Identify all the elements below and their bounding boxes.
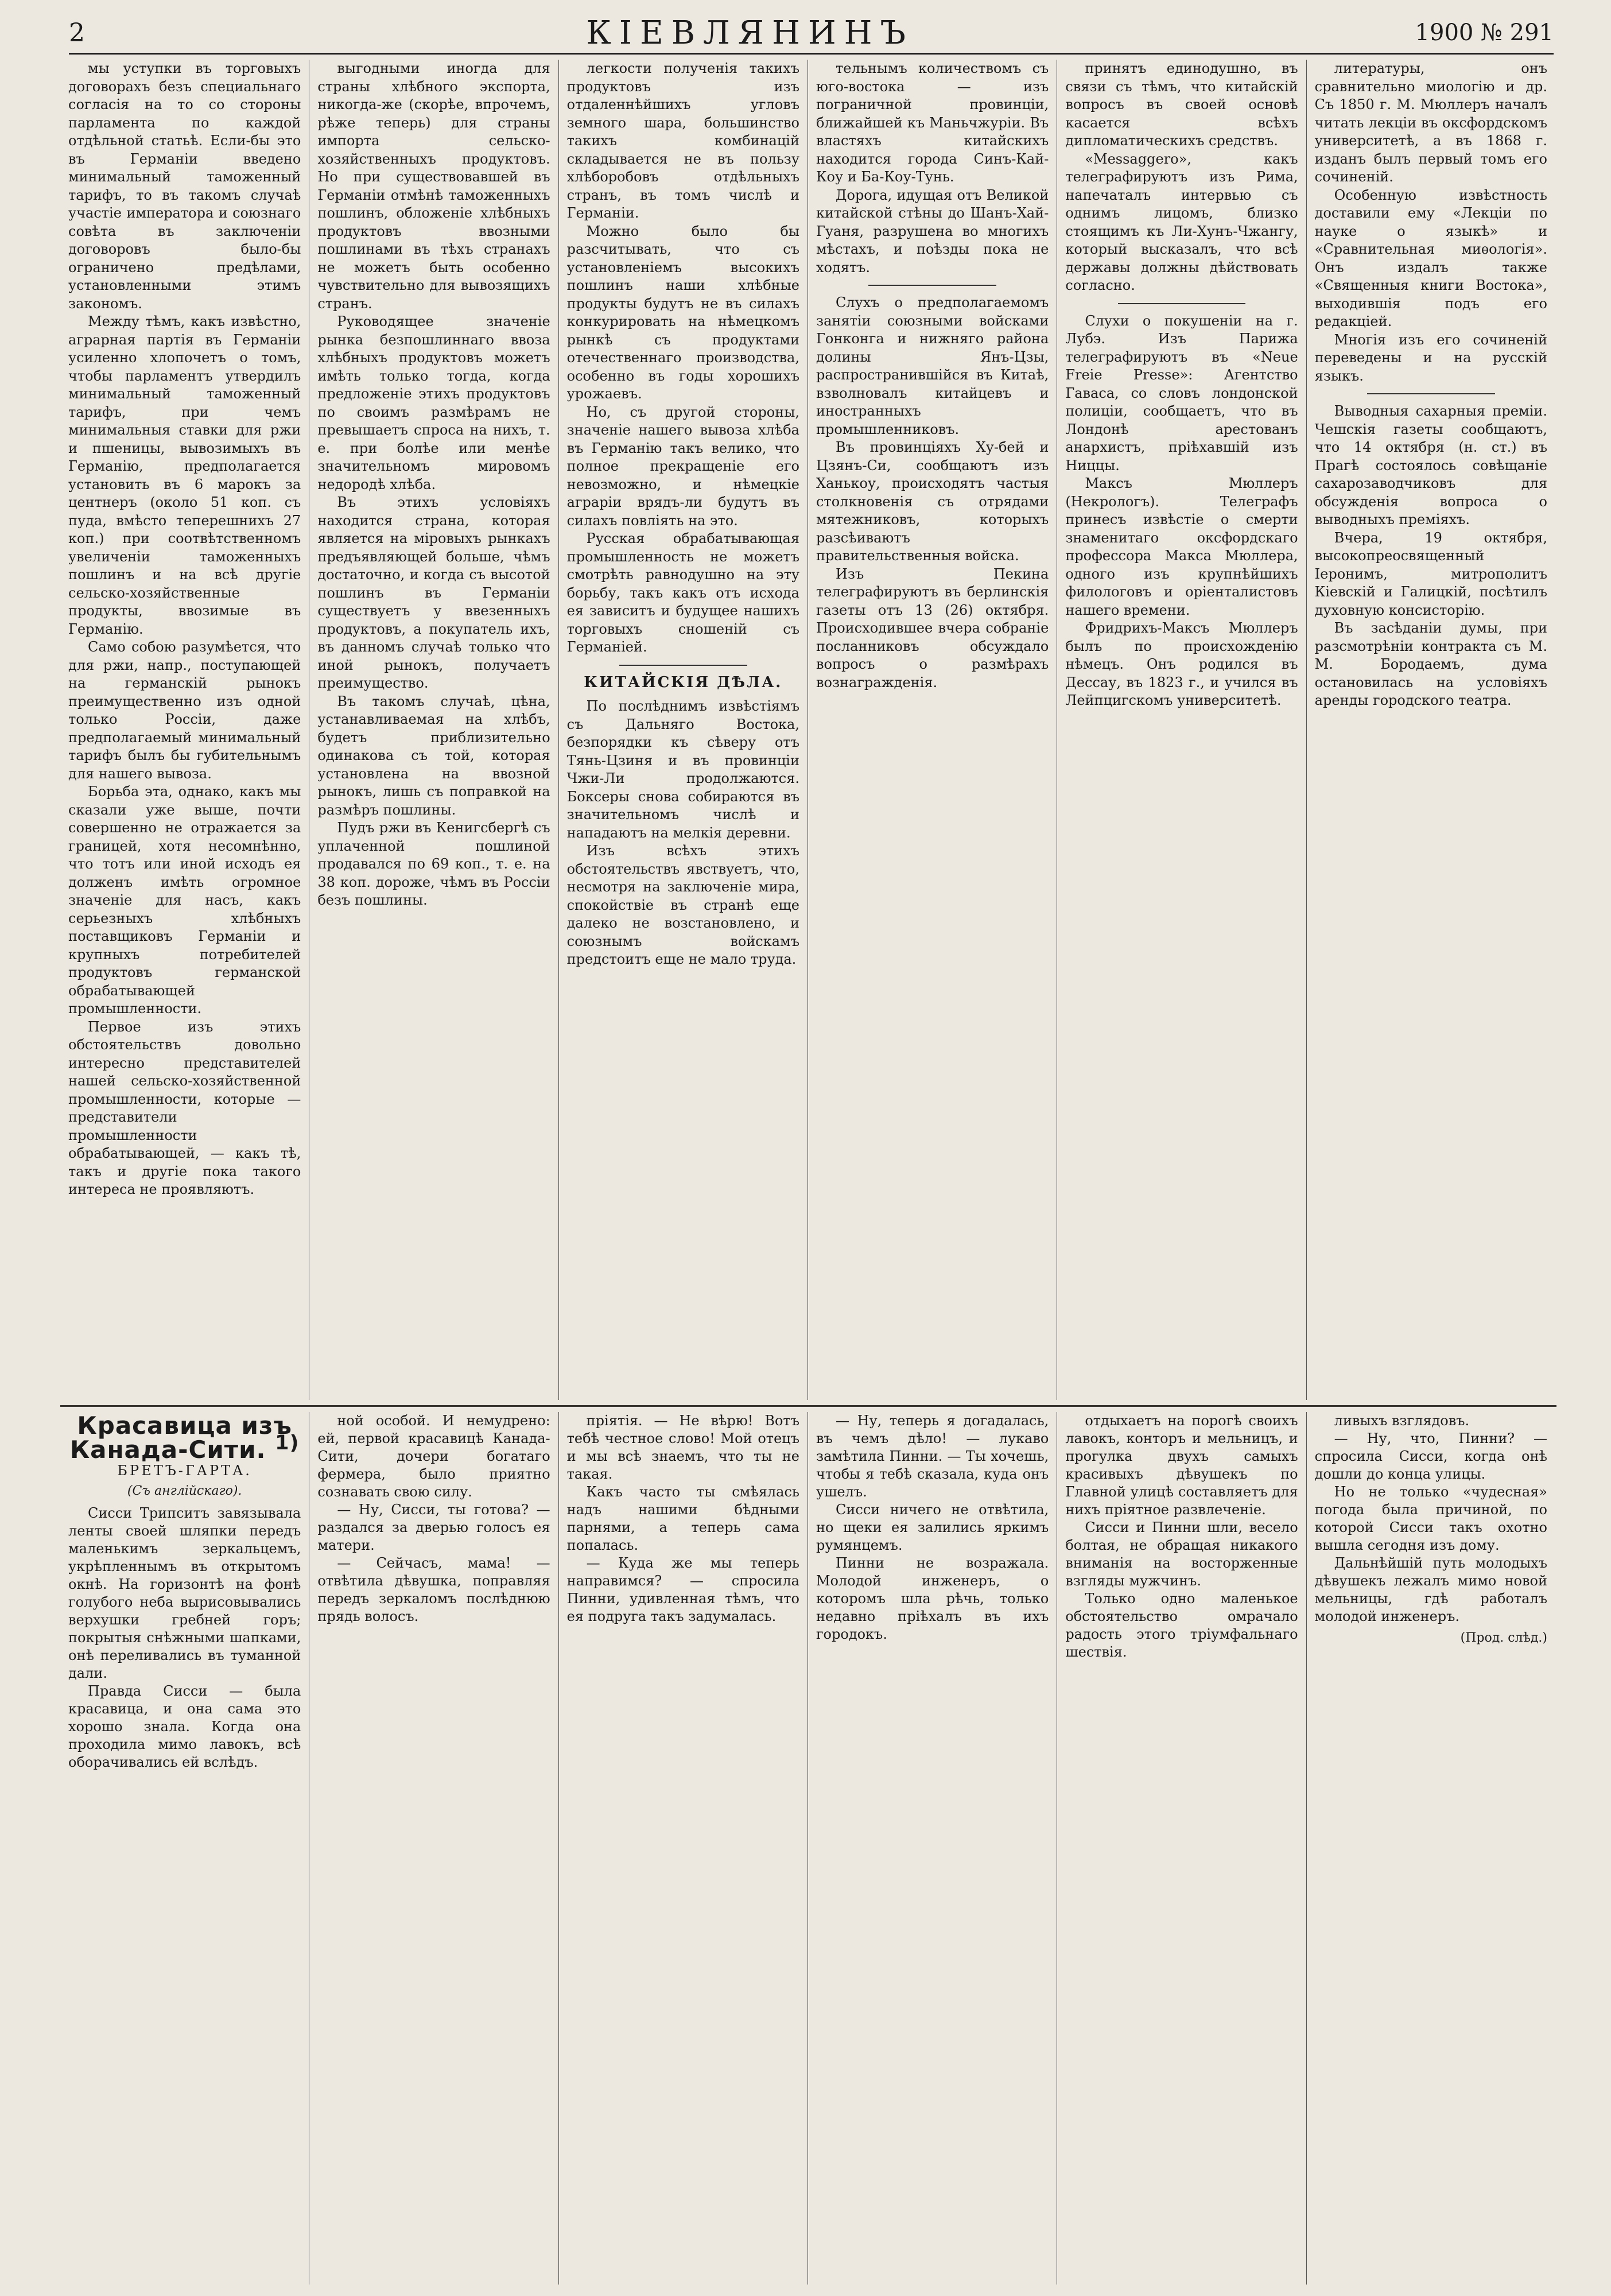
column-3 [558,60,808,1400]
issue-number: 1900 № 291 [1415,20,1554,46]
paragraph: пріятія. — Не вѣрю! Вотъ тебѣ честное слово! Мой отецъ и мы всѣ знаемъ, что ты не такая. [566,1413,799,1482]
paragraph: тельнымъ количествомъ съ юго-востока — изъ пограничной провинціи, ближайшей къ Маньчжуріи. Въ властяхъ китайскихъ находится города Синъ-Кай-Коу и Ба-Коу-Тунь. [816,60,1049,185]
feuilleton-title [68,1412,301,1464]
feuilleton-column-2 [309,1412,558,2285]
paragraph: Пинни не возражала. Молодой инженеръ, о которомъ шла рѣчь, только недавно пріѣхалъ въ ихъ городокъ. [816,1555,1049,1642]
divider [868,285,996,286]
feuilleton-column-4 [808,1412,1057,2285]
feuilleton-title-text: Красавица изъ Канада-Сити. [69,1412,292,1464]
column-5 [1057,60,1306,1400]
paragraph: Только одно маленькое обстоятельство омрачало радость этого тріумфальнаго шествія. [1065,1591,1298,1660]
column-6 [1306,60,1555,1400]
paragraph: Но, съ другой стороны, значеніе нашего вывоза хлѣба въ Германію такъ велико, что полное прекращеніе его невозможно, и нѣмецкіе аграріи врядъ-ли будутъ въ силахъ повліять на это. [566,404,799,529]
page-number: 2 [69,18,85,48]
divider [1367,393,1495,394]
paragraph: Сисси и Пинни шли, весело болтая, не обращая никакого вниманія на восторженные взгляды мужчинъ. [1065,1519,1298,1589]
page-header [69,13,1554,55]
paragraph: Но не только «чудесная» погода была причиной, по которой Сисси такъ охотно вышла сегодня изъ дому. [1314,1484,1547,1553]
paragraph: Правда Сисси — была красавица, и она сама это хорошо знала. Когда она проходила мимо лавокъ, всѣ оборачивались ей вслѣдъ. [68,1683,301,1770]
footnote-mark: 1) [275,1432,300,1455]
paragraph: Сисси ничего не отвѣтила, но щеки ея залились яркимъ румянцемъ. [816,1502,1049,1553]
paragraph: Максъ Мюллеръ (Некрологъ). Телеграфъ принесъ извѣстіе о смерти знаменитаго оксфордскаго профессора Макса Мюллера, одного изъ крупнѣйшихъ филологовъ и оріенталистовъ нашего времени. [1065,475,1298,618]
column-4 [808,60,1057,1400]
paragraph: Изъ Пекина телеграфируютъ въ берлинскія газеты отъ 13 (26) октября. Происходившее вчера собраніе посланниковъ обсуждало вопросъ о размѣрахъ вознагражденія. [816,565,1049,691]
feuilleton-column-5 [1057,1412,1306,2285]
paragraph: Вчера, 19 октября, высокопреосвященный Іеронимъ, митрополитъ Кіевскій и Галицкій, посѣтилъ духовную консисторію. [1314,529,1547,618]
feuilleton-divider [60,1405,1556,1407]
paragraph: — Ну, Сисси, ты готова? — раздался за дверью голосъ ея матери. [317,1502,550,1553]
feuilleton-author: БРЕТЪ-ГАРТА. [117,1463,252,1479]
divider [619,665,747,666]
section-heading: КИТАЙСКІЯ ДѢЛА. [584,673,783,691]
divider [1118,303,1246,304]
paragraph: Фридрихъ-Максъ Мюллеръ былъ по происхожденію нѣмецъ. Онъ родился въ Дессау, въ 1823 г., и учился въ Лейпцигскомъ университетѣ. [1065,620,1298,708]
paragraph: Борьба эта, однако, какъ мы сказали уже выше, почти совершенно не отражается за границей, хотя несомнѣнно, что тотъ или иной исходъ ея долженъ имѣть огромное значеніе для насъ, какъ серьезныхъ хлѣбныхъ поставщиковъ Германіи и крупныхъ потребителей продуктовъ германской обрабатывающей промышленности. [68,784,301,1017]
paragraph: Руководящее значеніе рынка безпошлиннаго ввоза хлѣбныхъ продуктовъ можетъ имѣть только тогда, когда предложеніе этихъ продуктовъ по своимъ размѣрамъ не превышаетъ спроса на нихъ, т. е. при болѣе или менѣе значительномъ мировомъ недородѣ хлѣба. [317,313,550,492]
paragraph: Первое изъ этихъ обстоятельствъ довольно интересно представителей нашей сельско-хозяйственной промышленности, которые — представители промышленности обрабатывающей, — какъ тѣ, такъ и другіе пока такого интереса не проявляютъ. [68,1018,301,1197]
paragraph: Само собою разумѣется, что для ржи, напр., поступающей на германскій рынокъ преимущественно изъ одной только Россіи, даже предполагаемый минимальный тарифъ былъ бы губительнымъ для нашего вывоза. [68,639,301,782]
paragraph: Въ такомъ случаѣ, цѣна, устанавливаемая на хлѣбъ, будетъ приблизительно одинакова съ той, которая установлена на ввозной рынокъ, лишь съ поправкой на размѣръ пошлины. [317,693,550,818]
paragraph: Изъ всѣхъ этихъ обстоятельствъ явствуетъ, что, несмотря на заключеніе мира, спокойствіе въ странѣ еще далеко не возстановлено, и союзнымъ войскамъ предстоитъ еще не мало труда. [566,843,799,967]
paragraph: Русская обрабатывающая промышленность не можетъ смотрѣть равнодушно на эту борьбу, такъ какъ отъ исхода ея зависитъ и будущее нашихъ торговыхъ сношеній съ Германіей. [566,530,799,655]
paragraph: принятъ единодушно, въ связи съ тѣмъ, что китайскій вопросъ въ своей основѣ касается всѣхъ дипломатическихъ средствъ. [1065,60,1298,149]
paragraph: — Ну, теперь я догадалась, въ чемъ дѣло! — лукаво замѣтила Пинни. — Ты хочешь, чтобы я тебѣ сказала, куда онъ ушелъ. [816,1413,1049,1500]
column-2 [309,60,558,1400]
paragraph: литературы, онъ сравнительно миологію и др. Съ 1850 г. М. Мюллеръ началъ читать лекціи въ оксфордскомъ университетѣ, а въ 1868 г. изданъ былъ первый томъ его сочиненій. [1314,60,1547,185]
column-1 [60,60,309,1400]
paragraph: Можно было бы разсчитывать, что съ установленіемъ высокихъ пошлинъ наши хлѣбные продукты будутъ не въ силахъ конкурировать на нѣмецкомъ рынкѣ съ продуктами отечественнаго производства, особенно въ годы хорошихъ урожаевъ. [566,223,799,402]
feuilleton-translation-note: (Съ англійскаго). [127,1484,242,1498]
paragraph: выгодными иногда для страны хлѣбного экспорта, никогда-же (скорѣе, впрочемъ, рѣже теперь) для страны импорта сельско-хозяйственныхъ продуктовъ. Но при существовавшей въ Германіи отмѣнѣ таможенныхъ пошлинъ, обложеніе хлѣбныхъ продуктовъ ввозными пошлинами въ тѣхъ странахъ не можетъ быть особенно чувствительно для вывозящихъ странъ. [317,60,550,312]
paragraph: Особенную извѣстность доставили ему «Лекціи по науке о языкѣ» и «Сравнительная миѳологія». Онъ издалъ также «Священныя книги Востока», выходившія подъ его редакціей. [1314,187,1547,329]
paragraph: — Куда же мы теперь направимся? — спросила Пинни, удивленная тѣмъ, что ея подруга такъ задумалась. [566,1555,799,1624]
paragraph: Между тѣмъ, какъ извѣстно, аграрная партія въ Германіи усиленно хлопочетъ о томъ, чтобы парламентъ утвердилъ минимальный таможенный тарифъ, при чемъ минимальныя ставки для ржи и пшеницы, вывозимыхъ въ Германію, предполагается установить въ 6 марокъ за центнеръ (около 51 коп. съ пуда, вмѣсто теперешнихъ 27 коп.) при соотвѣтственномъ увеличеніи таможенныхъ пошлинъ и на всѣ другіе сельско-хозяйственные продукты, ввозимые въ Германію. [68,313,301,637]
paragraph: Въ засѣданіи думы, при разсмотрѣніи контракта съ М. М. Бородаемъ, дума остановилась на условіяхъ аренды городского театра. [1314,620,1547,708]
feuilleton-column-3 [558,1412,808,2285]
paragraph: «Messaggero», какъ телеграфируютъ изъ Рима, напечаталъ интервью съ однимъ лицомъ, близко стоящимъ къ Ли-Хунъ-Чжангу, который высказалъ, что всѣ державы должны дѣйствовать согласно. [1065,150,1298,293]
upper-columns [60,60,1555,1400]
paragraph: Дорога, идущая отъ Великой китайской стѣны до Шанъ-Хай-Гуаня, разрушена во многихъ мѣстахъ, и поѣзды пока не ходятъ. [816,187,1049,276]
paragraph: Сисси Трипситъ завязывала ленты своей шляпки передъ маленькимъ зеркальцемъ, укрѣпленнымъ въ открытомъ окнѣ. На горизонтѣ на фонѣ голубого неба вырисовывались верхушки гребней горъ; покрытыя снѣжными шапками, онѣ переливались въ туманной дали. [68,1505,301,1681]
feuilleton-column-6 [1306,1412,1555,2285]
feuilleton-column-1 [60,1412,309,2285]
paragraph: — Сейчасъ, мама! — отвѣтила дѣвушка, поправляя передъ зеркаломъ послѣднюю прядь волосъ. [317,1555,550,1624]
paragraph: ливыхъ взглядовъ. [1334,1413,1470,1429]
paragraph: Слухи о покушеніи на г. Лубэ. Изъ Парижа телеграфируютъ въ «Neue Freie Presse»: Агентство Гаваса, со словъ лондонской полиціи, сообщаетъ, что въ Лондонѣ арестованъ анархистъ, пріѣхавшій изъ Ниццы. [1065,312,1298,474]
paragraph: Многія изъ его сочиненій переведены и на русскій языкъ. [1314,331,1547,384]
masthead: КІЕВЛЯНИНЪ [586,14,914,52]
paragraph: Выводныя сахарныя преміи. Чешскія газеты сообщаютъ, что 14 октября (н. ст.) въ Прагѣ состоялось совѣщаніе сахарозаводчиковъ для обсужденія вопроса о выводныхъ преміяхъ. [1314,403,1547,528]
paragraph: Въ провинціяхъ Ху-бей и Цзянъ-Си, сообщаютъ изъ Ханькоу, происходятъ частыя столкновенія съ отрядами мятежниковъ, которыхъ разсѣиваютъ правительственныя войска. [816,439,1049,564]
to-be-continued: (Прод. слѣд.) [1460,1631,1547,1645]
paragraph: По послѣднимъ извѣстіямъ съ Дальняго Востока, безпорядки къ сѣверу отъ Тянь-Цзиня и въ провинціи Чжи-Ли продолжаются. Боксеры снова собираются въ значительномъ числѣ и нападаютъ на мелкія деревни. [566,698,799,841]
feuilleton [60,1412,1555,2285]
paragraph: отдыхаетъ на порогѣ своихъ лавокъ, конторъ и мельницъ, и прогулка двухъ самыхъ красивыхъ дѣвушекъ по Главной улицѣ составляетъ для нихъ пріятное развлеченіе. [1065,1413,1298,1518]
paragraph: ной особой. И немудрено: ей, первой красавицѣ Канада-Сити, дочери богатаго фермера, было приятно сознавать свою силу. [317,1413,550,1500]
paragraph: легкости полученія такихъ продуктовъ изъ отдаленнѣйшихъ угловъ земного шара, большинство такихъ комбинацій складывается не въ пользу хлѣборобовъ отдѣльныхъ странъ, въ томъ числѣ и Германіи. [566,60,799,221]
paragraph: — Ну, что, Пинни? — спросила Сисси, когда онѣ дошли до конца улицы. [1314,1430,1547,1482]
paragraph: Въ этихъ условіяхъ находится страна, которая является на міровыхъ рынкахъ предъявляющей больше, чѣмъ достаточно, и когда съ высотой пошлинъ въ Германіи существуетъ у ввезенныхъ продуктовъ, а покупатель ихъ, въ данномъ случаѣ только что иной рынокъ, получаетъ преимущество. [317,494,550,691]
paragraph: мы уступки въ торговыхъ договорахъ безъ специальнаго согласія на то со стороны парламента по каждой отдѣльной статьѣ. Если-бы это въ Германіи введено минимальный таможенный тарифъ, то въ такомъ случаѣ участіе императора и союзнаго совѣта въ заключеніи договоровъ было-бы ограничено предѣлами, установленными этимъ закономъ. [68,60,301,312]
paragraph: Слухъ о предполагаемомъ занятіи союзными войсками Гонконга и нижняго района долины Янъ-Цзы, распространившійся въ Китаѣ, взволновалъ китайцевъ и иностранныхъ промышленниковъ. [816,294,1049,437]
paragraph: Пудъ ржи въ Кенигсбергѣ съ уплаченной пошлиной продавался по 69 коп., т. е. на 38 коп. дороже, чѣмъ въ Россіи безъ пошлины. [317,820,550,908]
paragraph: Дальнѣйшій путь молодыхъ дѣвушекъ лежалъ мимо новой мельницы, гдѣ работалъ молодой инженеръ. [1314,1555,1547,1624]
paragraph: Какъ часто ты смѣялась надъ нашими бѣдными парнями, а теперь сама попалась. [566,1484,799,1553]
